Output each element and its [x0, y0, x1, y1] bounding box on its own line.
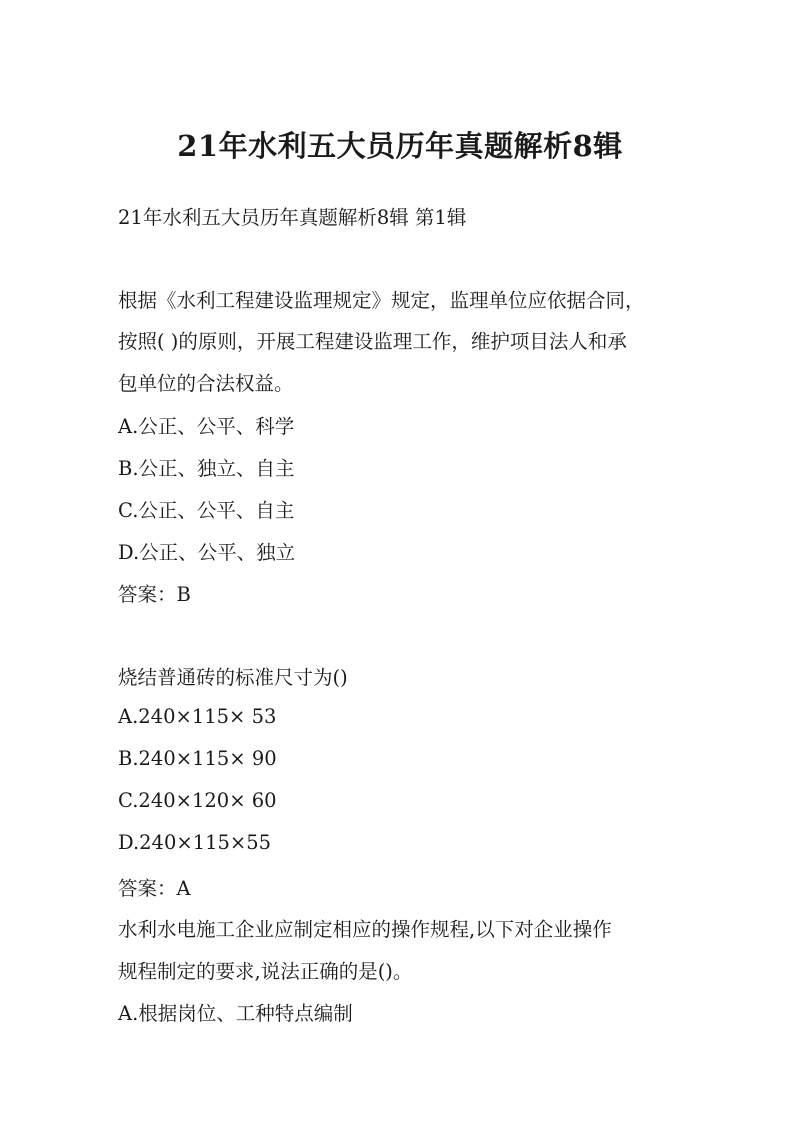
q1-option-b: B.公正、独立、自主 [118, 457, 295, 480]
q2-answer: 答案：A [118, 877, 191, 900]
q1-option-d: D.公正、公平、独立 [118, 541, 296, 564]
q1-stem-line-2: 按照( )的原则，开展工程建设监理工作，维护项目法人和承 [118, 330, 627, 353]
q3-stem-line-1: 水利水电施工企业应制定相应的操作规程,以下对企业操作 [118, 918, 612, 941]
q1-stem-line-1: 根据《水利工程建设监理规定》规定，监理单位应依据合同， [118, 289, 645, 312]
q3-option-a: A.根据岗位、工种特点编制 [118, 1002, 353, 1025]
q1-option-c: C.公正、公平、自主 [118, 499, 295, 522]
q1-stem-line-3: 包单位的合法权益。 [118, 372, 294, 395]
document-subtitle: 21年水利五大员历年真题解析8辑 第1辑 [118, 206, 467, 229]
document-title: 21年水利五大员历年真题解析8辑 [177, 129, 623, 163]
q2-option-c: C.240×120× 60 [118, 789, 277, 812]
q3-stem-line-2: 规程制定的要求,说法正确的是()。 [118, 960, 413, 983]
q1-option-a: A.公正、公平、科学 [118, 415, 295, 438]
q1-answer: 答案：B [118, 583, 191, 606]
q2-option-b: B.240×115× 90 [118, 747, 277, 770]
q2-stem-line-1: 烧结普通砖的标准尺寸为() [118, 666, 348, 689]
q2-option-d: D.240×115×55 [118, 831, 272, 854]
q2-option-a: A.240×115× 53 [118, 705, 277, 728]
